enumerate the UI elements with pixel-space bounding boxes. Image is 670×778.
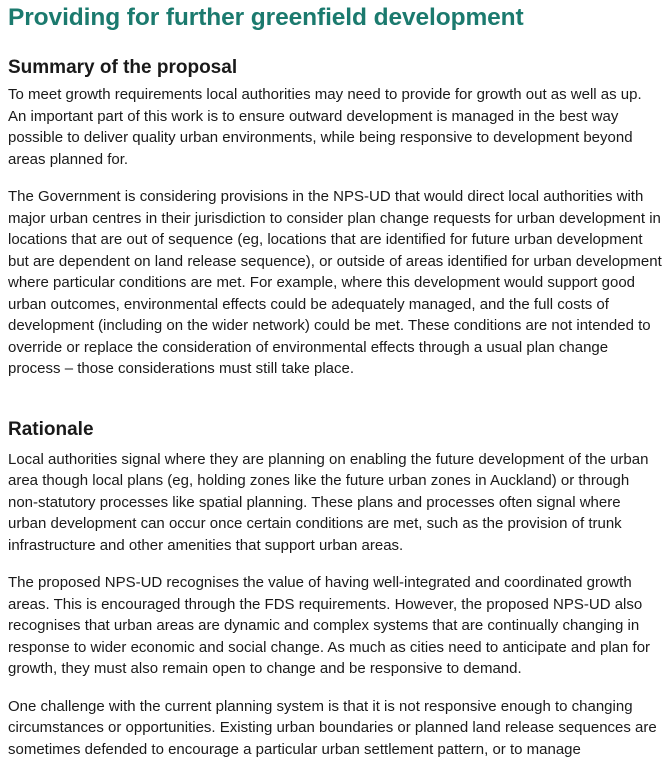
section-heading-summary: Summary of the proposal [8, 57, 238, 78]
rationale-paragraph-1: Local authorities signal where they are planning on enabling the future development of the urban area though local plans (eg, holding zones like the future urban zones in Auckland) or through non-statutory processes like spatial planning. These plans and processes often signal where urban development can occur once certain conditions are met, such as the provision of trunk infrastructure and other amenities that support urban areas. [8, 450, 649, 554]
document-page [8, 0, 663, 760]
rationale-paragraph-3: One challenge with the current planning system is that it is not responsive enough to changing circumstances or opportunities. Existing urban boundaries or planned land release sequences are sometimes defended to encourage a particular urban settlement pattern, or to manage [8, 697, 657, 758]
section-heading-rationale: Rationale [8, 418, 94, 440]
summary-paragraph-2: The Government is considering provisions in the NPS-UD that would direct local authorities with major urban centres in their jurisdiction to consider plan change requests for urban development in locations that are out of sequence (eg, locations that are identified for future urban development but are dependent on land release sequence), or outside of areas identified for urban development where particular conditions are met. For example, where this development would support good urban outcomes, environmental effects could be adequately managed, and the full costs of development (including on the wider network) could be met. These conditions are not intended to override or replace the consideration of environmental effects through a usual plan change process – those considerations must still take place. [8, 188, 662, 377]
summary-paragraph-1: To meet growth requirements local authorities may need to provide for growth out as well as up. An important part of this work is to ensure outward development is managed in the best way possible to deliver quality urban environments, while being responsive to development beyond areas planned for. [8, 86, 642, 168]
page-title: Providing for further greenfield development [8, 4, 524, 31]
rationale-paragraph-2: The proposed NPS-UD recognises the value of having well-integrated and coordinated growth areas. This is encouraged through the FDS requirements. However, the proposed NPS-UD also recognises that urban areas are dynamic and complex systems that are continually changing in response to wider economic and social change. As much as cities need to anticipate and plan for growth, they must also remain open to change and be responsive to demand. [8, 574, 651, 677]
